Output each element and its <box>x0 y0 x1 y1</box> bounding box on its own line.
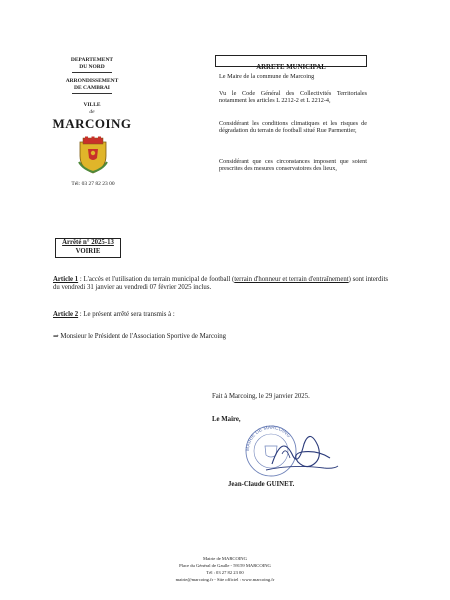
footer-line-2: Place du Général de Gaulle - 59159 MARCOING <box>179 563 271 568</box>
place-date: Fait à Marcoing, le 29 janvier 2025. <box>212 393 310 400</box>
stamp-ring-text: MAIRIE DE MARCOING <box>244 424 292 452</box>
footer-line-3: Tél : 03 27 82 23 00 <box>206 570 244 575</box>
article-2 <box>53 311 388 319</box>
arrete-title-box <box>215 55 367 71</box>
signatory-name: Jean-Claude GUINET. <box>228 481 295 488</box>
article-1-label: Article 1 <box>53 276 79 283</box>
arrete-subject: VOIRIE <box>75 247 101 255</box>
arrondissement-line-1: ARRONDISSEMENT <box>65 78 119 84</box>
city-crest-icon <box>77 136 109 174</box>
department-line-1: DEPARTEMENT <box>70 57 114 63</box>
arrondissement-label <box>52 78 132 91</box>
arrete-number: Arrêté n° 2025-13 <box>62 239 114 246</box>
footer-line-1: Mairie de MARCOING <box>203 556 247 561</box>
arrondissement-line-2: DE CAMBRAI <box>74 84 110 91</box>
considerant-2-text: Considérant que ces circonstances imposent que soient prescrites des mesures conservatoires des lieux, <box>219 158 367 173</box>
vu-text: Vu le Code Général des Collectivités Territoriales notamment les articles L 2212-2 et L 2212-4, <box>219 90 367 105</box>
article-2-label: Article 2 <box>53 311 79 318</box>
arrow-icon: ⇒ <box>53 333 59 340</box>
arrete-number-box <box>55 238 121 258</box>
signatory-title: Le Maire, <box>212 416 241 423</box>
footer <box>150 555 300 583</box>
article-1-colon: : <box>78 276 84 283</box>
recipient-line <box>53 333 388 341</box>
considerant-1-text: Considérant les conditions climatiques et les risques de dégradation du terrain de football situé Rue Parmentier, <box>219 120 367 135</box>
article-1-text-b: ) sont interdits du vendredi 31 janvier au vendredi 07 février 2025 inclus. <box>53 276 388 292</box>
divider-1 <box>72 72 112 73</box>
city-name: MARCOING <box>52 116 132 131</box>
phone-number: Tél: 03 27 82 23 00 <box>71 181 115 187</box>
divider-2 <box>72 93 112 94</box>
footer-line-4: mairie@marcoing.fr - Site officiel : www.marcoing.fr <box>175 577 275 582</box>
de-word: de <box>89 108 95 115</box>
intro-text: Le Maire de la commune de Marcoing <box>219 73 315 80</box>
ville-label <box>72 102 112 115</box>
article-1 <box>53 276 388 293</box>
department-line-2: DU NORD <box>79 63 105 70</box>
article-1-underlined: terrain d'honneur et terrain d'entraînement <box>234 276 349 283</box>
article-1-text-a: L'accès et l'utilisation du terrain municipal de football ( <box>83 276 235 283</box>
handwritten-signature <box>262 424 342 480</box>
recipient-text: Monsieur le Président de l'Association Sportive de Marcoing <box>60 333 227 340</box>
article-2-text: : Le présent arrêté sera transmis à : <box>78 311 175 318</box>
department-label <box>58 57 126 70</box>
arrete-title: ARRETE MUNICIPAL <box>256 64 326 71</box>
ville-word: VILLE <box>83 102 101 108</box>
